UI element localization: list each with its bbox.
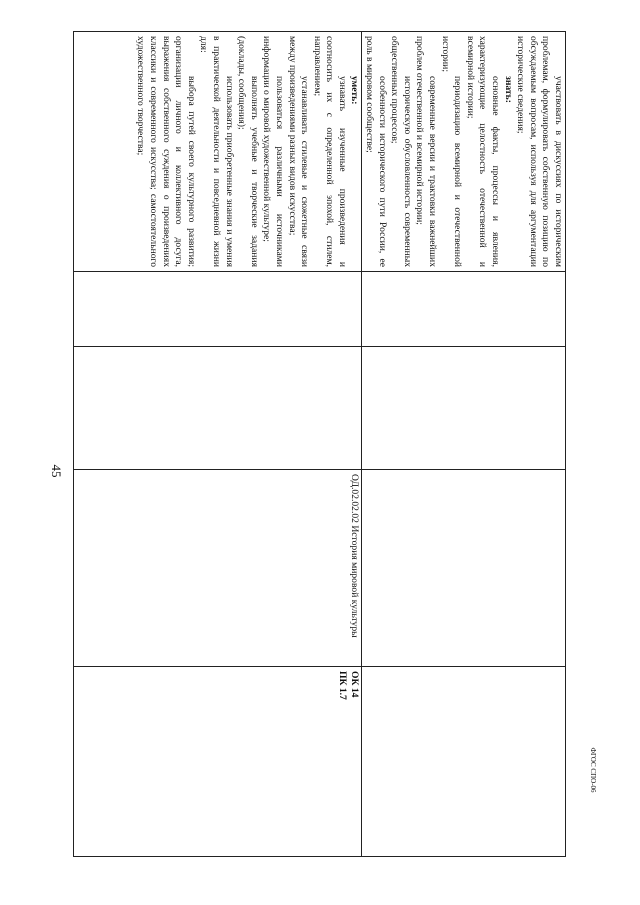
- discipline-name: ОД.02.02.02 История мировой культуры: [349, 474, 361, 638]
- skills-item: пользоваться различными источниками информации о мировой художественной культуре;: [261, 36, 285, 267]
- competency-table: [74, 31, 567, 857]
- skills-item: выбора путей своего культурного развития; организации личного и коллективного досуга, выражения собственного суждения о произведениях классики и современного искусства; самостоятельного художественного творчества;: [135, 36, 197, 267]
- knowledge-cell: [362, 32, 566, 272]
- know-item: современные версии и трактовки важнейших проблем отечественной и всемирной истории;: [414, 36, 439, 267]
- skills-heading: уметь:: [349, 76, 361, 105]
- empty-cell: [74, 347, 362, 470]
- discipline-cell: [74, 470, 362, 667]
- know-heading: знать:: [502, 76, 514, 103]
- know-item: периодизацию всемирной и отечественной истории;: [439, 36, 464, 267]
- skills-item: узнавать изученные произведения и соотносить их с определенной эпохой, стилем, направлением;: [311, 36, 348, 267]
- competency-code: ОК 14: [349, 671, 361, 698]
- table-row: [362, 32, 566, 857]
- empty-cell: [362, 470, 566, 667]
- empty-cell: [362, 667, 566, 857]
- rotated-table-wrapper: [85, 31, 566, 856]
- competency-cell: [74, 667, 362, 857]
- empty-cell: [362, 272, 566, 347]
- skills-item: устанавливать стилевые и сюжетные связи между произведениями разных видов искусства;: [286, 36, 311, 267]
- skills-item: использовать приобретенные знания и умения в практической деятельности и повседневной жизни для:: [198, 36, 235, 267]
- know-item: основные факты, процессы и явления, характеризующие целостность отечественной и всемирной истории;: [464, 36, 502, 267]
- table-row: [74, 32, 362, 857]
- intro-paragraph: участвовать в дискуссиях по историческим проблемам, формулировать собственную позицию по обсуждаемым вопросам, используя для аргументации исторические сведения;: [515, 36, 564, 267]
- footer-standard-code: ФГОС СПО-06: [589, 747, 597, 793]
- document-sheet: [85, 31, 566, 856]
- skills-cell: [74, 32, 362, 272]
- empty-cell: [74, 272, 362, 347]
- know-item: историческую обусловленность современных общественных процессов;: [389, 36, 413, 267]
- empty-cell: [362, 347, 566, 470]
- competency-code: ПК 1.7: [336, 671, 348, 700]
- skills-item: выполнять учебные и творческие задания (доклады, сообщения);: [236, 36, 260, 267]
- page-number: 45: [49, 464, 64, 478]
- know-item: особенности исторического пути России, ее роль в мировом сообществе;: [364, 36, 388, 267]
